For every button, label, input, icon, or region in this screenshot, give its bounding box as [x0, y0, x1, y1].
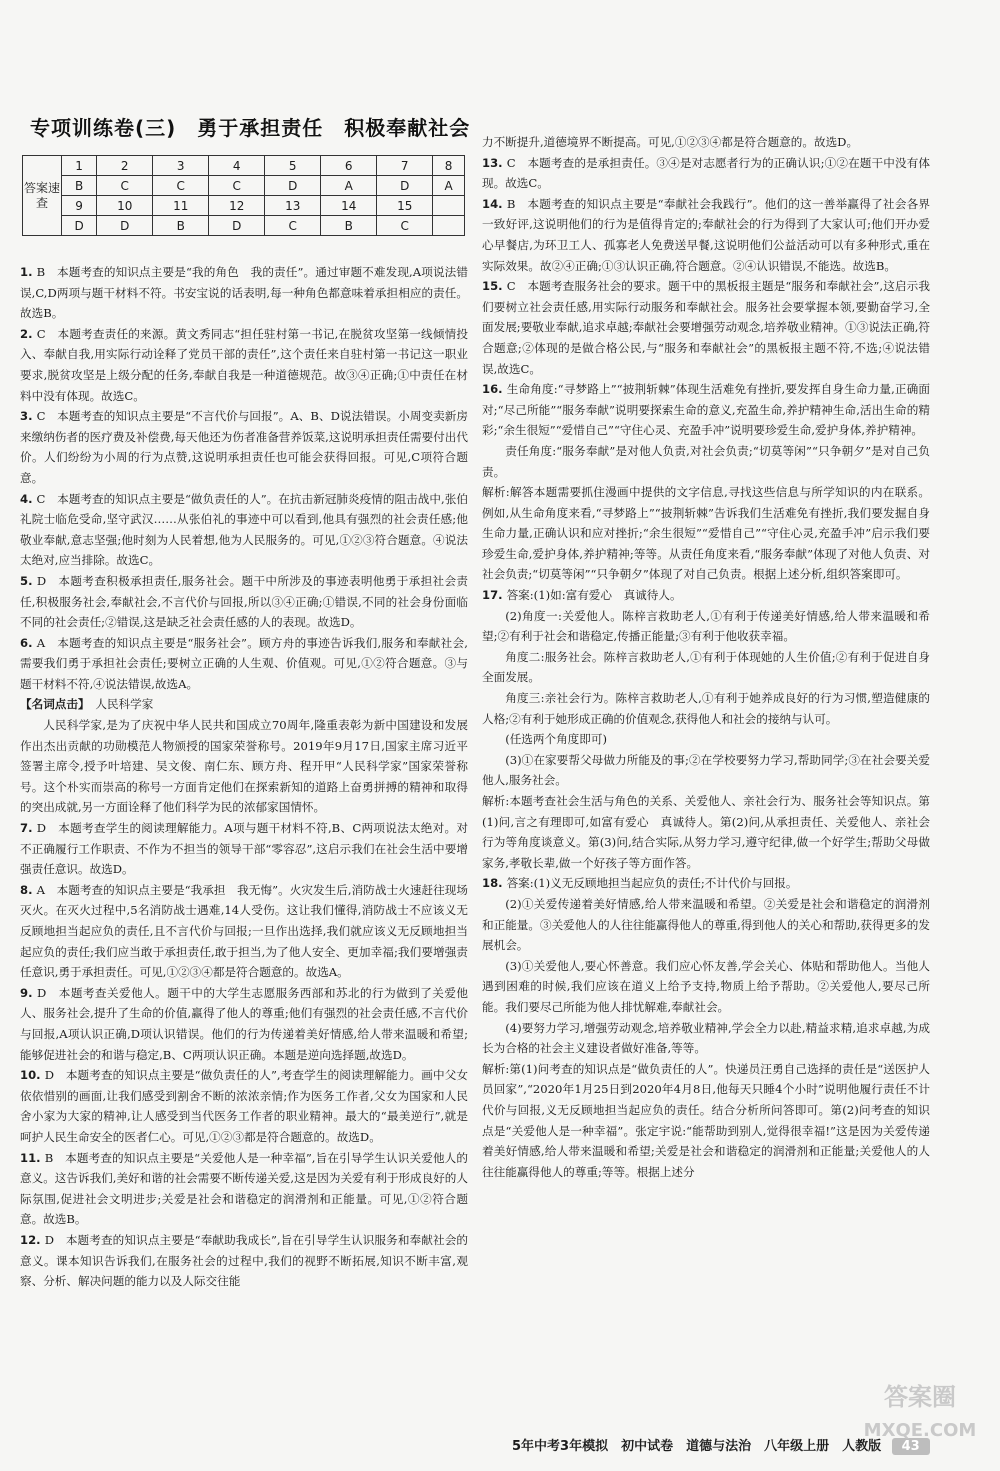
answer-text: D 本题考查积极承担责任,服务社会。题干中所涉及的事迹表明他勇于承担社会责任,积极服务社会,奉献社会,不言代价与回报,所以③④正确;①错误,不同的社会身份面临不同的社会责任;②错误,这是缺乏社会责任感的人的表现。故选D。 [20, 573, 468, 630]
answer-item [20, 1065, 468, 1147]
answer-text: A 本题考查的知识点主要是“我承担 我无悔”。火灾发生后,消防战士火速赶往现场灭火。在灭火过程中,5名消防战士遇难,14人受伤。这让我们懂得,消防战士不应该义无反顾地担当起应负的责任,且不言代价与回报;一旦作出选择,我们就应该义无反顾地担当起应负的责任;我们应当敢于承担责任,敢于担当,为了他人安全、更加幸福;我们要增强责任意识,勇于承担责任。可见,①②③④都是符合题意的。故选A。 [20, 882, 468, 980]
paragraph: 人民科学家,是为了庆祝中华人民共和国成立70周年,隆重表彰为新中国建设和发展作出杰出贡献的功勋模范人物颁授的国家荣誉称号。2019年9月17日,国家主席习近平签署主席令,授予叶培建、吴文俊、南仁东、顾方舟、程开甲“人民科学家”国家荣誉称号。这个朴实而崇高的称号一方面肯定他们在探索新知的道路上奋勇拼搏的精神和取得的突出成就,另一方面诠释了他们科学为民的浓郁家国情怀。 [20, 718, 468, 815]
left-column [20, 262, 468, 1292]
question-number-cell: 9 [62, 196, 97, 216]
watermark-line2: MXQE.COM [863, 1420, 977, 1441]
paragraph: (3)①在家要帮父母做力所能及的事;②在学校要努力学习,帮助同学;③在社会要关爱他人,服务社会。 [482, 752, 930, 788]
question-number: 14. [482, 196, 507, 211]
answer-cell: D [265, 176, 321, 196]
answer-text: D 本题考查学生的阅读理解能力。A项与题干材料不符,B、C两项说法太绝对。对不正确履行工作职责、不作为不担当的领导干部“零容忍”,这启示我们在社会生活中要增强责任意识。故选D。 [20, 821, 469, 877]
question-number-cell [433, 196, 465, 216]
answer-text: B 本题考查的知识点主要是“关爱他人是一种幸福”,旨在引导学生认识关爱他人的意义。这告诉我们,美好和谐的社会需要不断传递关爱,这是因为关爱有利于形成良好的人际氛围,促进社会文明进步;关爱是社会和谐稳定的润滑剂和正能量。可见,①②符合题意。故选B。 [20, 1150, 469, 1227]
paragraph [482, 1059, 930, 1183]
paragraph: (4)要努力学习,增强劳动观念,培养敬业精神,学会全力以赴,精益求精,追求卓越,为成长为合格的社会主义建设者做好准备,等等。 [482, 1020, 930, 1056]
term-box-title: 人民科学家 [83, 697, 154, 712]
table-row [23, 156, 465, 176]
answer-text: 生命角度:“寻梦路上”“披荆斩棘”体现生活难免有挫折,要发挥自身生命力量,正确面对;“尽己所能”“服务奉献”说明要探索生命的意义,充盈生命,养护精神生命,活出生命的精彩;“余生很短”“爱惜自己”“守住心灵、充盈手冲”说明要珍爱生命,爱护身体,养护精神。 [482, 382, 930, 438]
series-title: 5年中考3年模拟 初中试卷 道德与法治 八年级上册 人教版 [512, 1439, 882, 1454]
answer-text: D 本题考查的知识点主要是“奉献助我成长”,旨在引导学生认识服务和奉献社会的意义。课本知识告诉我们,在服务社会的过程中,我们的视野不断拓展,知识不断丰富,观察、分析、解决问题的能力以及人际交往能 [20, 1232, 469, 1289]
answer-cell: C [265, 216, 321, 236]
answer-text: 力不断提升,道德境界不断提高。可见,①②③④都是符合题意的。故选D。 [482, 135, 859, 149]
answer-cell: B [62, 176, 97, 196]
answer-text: 解析:第(1)问考查的知识点是“做负责任的人”。快递员汪勇自己选择的责任是“送医护人员回家”,“2020年1月25日到2020年4月8日,他每天只睡4个小时”说明他履行责任不计代价与回报,义无反顾地担当起应负的责任。结合分析所问答即可。第(2)问考查的知识点是“关爱他人是一种幸福”。张定宇说:“能帮助到别人,觉得很幸福!”这是因为关爱传递着美好情感,给人带来温暖和希望;关爱是社会和谐稳定的润滑剂和正能量;关爱他人的人往往能赢得他人的尊重;等等。根据上述分 [482, 1061, 930, 1179]
answer-text: 解析:解答本题需要抓住漫画中提供的文字信息,寻找这些信息与所学知识的内在联系。例如,从生命角度来看,“寻梦路上”“披荆斩棘”告诉我们生活难免有挫折,我们要发掘自身生命力量,正确认识和应对挫折;“余生很短”“爱惜自己”“守住心灵,充盈手冲”启示我们要珍爱生命,爱护身体,养护精神;等等。从责任角度来看,“服务奉献”体现了对他人负责、对社会负责;“切莫等闲”“只争朝夕”体现了对自己负责。根据上述分析,组织答案即可。 [482, 485, 930, 582]
answer-text: B 本题考查的知识点主要是“我的角色 我的责任”。通过审题不难发现,A项说法错误,C,D两项与题干材料不符。书安宝说的话表明,每一种角色都意味着承担相应的责任。故选B。 [20, 265, 468, 321]
term-box-tag: 【名词点击】 [20, 697, 84, 712]
answer-cell: C [377, 216, 433, 236]
answer-item [482, 194, 930, 276]
question-number-cell: 15 [377, 196, 433, 216]
question-number: 2. [20, 326, 37, 341]
answer-text: 答案:(1)如:富有爱心 真诚待人。 [506, 588, 682, 603]
answer-item [482, 153, 930, 194]
answer-cell: C [153, 176, 209, 196]
paragraph: (2)①关爱传递着美好情感,给人带来温暖和希望。②关爱是社会和谐稳定的润滑剂和正能量。③关爱他人的人往往能赢得他人的尊重,得到他人的关心和帮助,获得更多的发展机会。 [482, 896, 930, 953]
question-number-cell: 6 [321, 156, 377, 176]
paragraph: 角度二:服务社会。陈梓言救助老人,①有利于体现她的人生价值;②有利于促进自身全面发展。 [482, 649, 930, 685]
answer-text: C 本题考查的是承担责任。③④是对志愿者行为的正确认识;①②在题干中没有体现。故选C。 [482, 155, 931, 191]
answer-item [482, 585, 930, 606]
answer-cell: A [321, 176, 377, 196]
answer-text: C 本题考查服务社会的要求。题干中的黑板报主题是“服务和奉献社会”,这启示我们要树立社会责任感,用实际行动服务和奉献社会。服务社会要掌握本领,要勤奋学习,全面发展;要敬业奉献,追求卓越;奉献社会要增强劳动观念,培养敬业精神。①③说法正确,符合题意;②体现的是做合格公民,与“服务和奉献社会”的黑板报主题不符,不选;④说法错误,故选C。 [482, 279, 931, 376]
question-number: 16. [482, 382, 507, 397]
answer-item [20, 983, 468, 1065]
question-number-cell: 4 [209, 156, 265, 176]
answer-item [482, 276, 930, 379]
answer-quick-check-table [22, 155, 465, 236]
answer-text: D 本题考查的知识点主要是“做负责任的人”,考查学生的阅读理解能力。画中父女依依惜别的画面,让我们感受到割舍不断的浓浓亲情;作为医务工作者,父女为国家和人民舍小家为大家的精神,让人感受到当代医务工作者的职业精神。最大的“最美逆行”,就是呵护人民生命安全的医者仁心。可见,①②③都是符合题意的。故选D。 [20, 1068, 469, 1144]
question-number: 11. [20, 1150, 45, 1165]
question-number: 10. [20, 1068, 45, 1083]
answer-cell: A [433, 176, 465, 196]
answer-item [20, 1230, 468, 1292]
answer-item [20, 489, 468, 571]
question-number-cell: 10 [97, 196, 153, 216]
question-number: 15. [482, 279, 507, 294]
right-column [482, 132, 930, 1182]
paragraph: (3)①关爱他人,要心怀善意。我们应心怀友善,学会关心、体贴和帮助他人。当他人遇到困难的时候,我们应该在道义上给予支持,物质上给予帮助。②关爱他人,要尽己所能。我们要尽己所能为他人排忧解难,奉献社会。 [482, 958, 930, 1014]
answer-item [20, 571, 468, 633]
paragraph [482, 482, 930, 585]
question-number-cell: 1 [62, 156, 97, 176]
paragraph [482, 132, 930, 153]
question-number: 6. [20, 635, 37, 650]
answer-cell: D [97, 216, 153, 236]
question-number-cell: 7 [377, 156, 433, 176]
answer-cell: D [377, 176, 433, 196]
table-row [23, 176, 465, 196]
watermark-logo [850, 1380, 990, 1460]
answer-item [20, 633, 468, 695]
question-number: 18. [482, 876, 507, 891]
question-number: 1. [20, 265, 37, 279]
answer-cell [433, 216, 465, 236]
question-number: 17. [482, 588, 507, 603]
answer-item [482, 873, 930, 894]
question-number: 9. [20, 985, 37, 1000]
answer-item [20, 262, 468, 324]
question-number: 4. [20, 491, 37, 506]
answer-cell: B [321, 216, 377, 236]
answer-table-label: 答案速查 [23, 156, 62, 236]
table-row [23, 196, 465, 216]
answer-text: C 本题考查的知识点主要是“做负责任的人”。在抗击新冠肺炎疫情的阻击战中,张伯礼院士临危受命,坚守武汉……从张伯礼的事迹中可以看到,他具有强烈的社会责任感;他敬业奉献,意志坚强;他时刻为人民着想,他为人民服务的。可见,①②③符合题意。④说法太绝对,应当排除。故选C。 [20, 491, 468, 568]
question-number: 5. [20, 573, 37, 588]
answer-text: B 本题考查的知识点主要是“奉献社会我践行”。他们的这一善举赢得了社会各界一致好评,这说明他们的行为是值得肯定的;奉献社会的行为得到了大家认可;他们开办爱心早餐店,为环卫工人、孤寡老人免费送早餐,这说明他们公益活动可以有多种形式,重在实际效果。故②④正确;①③认识正确,符合题意。②④认识错误,不能选。故选B。 [482, 196, 930, 273]
question-number-cell: 2 [97, 156, 153, 176]
answer-item [20, 818, 468, 880]
answer-item [20, 1148, 468, 1230]
paragraph: (任选两个角度即可) [505, 732, 607, 747]
answer-text: C 本题考查责任的来源。黄文秀同志“担任驻村第一书记,在脱贫攻坚第一线倾情投入、奉献自我,用实际行动诠释了党员干部的责任”,这个责任来自驻村第一书记这一职业要求,脱贫攻坚是上级分配的任务,奉献自我是一种道德规范。故③④正确;①中责任在材料中没有体现。故选C。 [20, 326, 468, 403]
question-number-cell: 8 [433, 156, 465, 176]
answer-text: C 本题考查的知识点主要是“不言代价与回报”。A、B、D说法错误。小周变卖新房来缴纳伤者的医疗费及补偿费,每天他还为伤者准备营养饭菜,这说明承担责任需要付出代价。人们纷纷为小周的行为点赞,这说明承担责任也可能会获得回报。可见,C项符合题意。 [20, 409, 468, 485]
answer-cell: C [97, 176, 153, 196]
paragraph: (2)角度一:关爱他人。陈梓言救助老人,①有利于传递美好情感,给人带来温暖和希望;②有利于社会和谐稳定,传播正能量;③有利于他收获幸福。 [482, 608, 930, 644]
term-box-heading [20, 694, 468, 715]
answer-text: 答案:(1)义无反顾地担当起应负的责任;不计代价与回报。 [506, 876, 798, 891]
question-number: 8. [20, 882, 37, 897]
question-number: 3. [20, 409, 37, 424]
answer-item [482, 379, 930, 441]
paragraph: 角度三:亲社会行为。陈梓言救助老人,①有利于她养成良好的行为习惯,塑造健康的人格;②有利于她形成正确的价值观念,获得他人和社会的接纳与认可。 [482, 691, 930, 726]
answer-item [20, 880, 468, 983]
question-number: 7. [20, 821, 37, 836]
question-number-cell: 3 [153, 156, 209, 176]
answer-cell: D [62, 216, 97, 236]
answer-text: D 本题考查关爱他人。题干中的大学生志愿服务西部和苏北的行为做到了关爱他人、服务社会,提升了生命的价值,赢得了他人的尊重;他们有强烈的社会责任感,不言代价与回报,A项认识正确,D项认识错误。他们的行为传递着美好情感,给人带来温暖和希望;能够促进社会的和谐与稳定,B、C两项认识正确。本题是逆向选择题,故选D。 [20, 985, 468, 1062]
question-number-cell: 13 [265, 196, 321, 216]
table-row [23, 216, 465, 236]
answer-text: 解析:本题考查社会生活与角色的关系、关爱他人、亲社会行为、服务社会等知识点。第(1)问,言之有理即可,如富有爱心 真诚待人。第(2)问,从承担责任、关爱他人、亲社会行为等角度谈意义。第(3)问,结合实际,从努力学习,遵守纪律,做一个好学生;帮助父母做家务,孝敬长辈,做一个好孩子等方面作答。 [482, 794, 930, 870]
paragraph: 责任角度:“服务奉献”是对他人负责,对社会负责;“切莫等闲”“只争朝夕”是对自己负责。 [482, 443, 930, 479]
question-number: 13. [482, 155, 507, 170]
answer-item [20, 324, 468, 406]
answer-cell: B [153, 216, 209, 236]
paragraph [482, 791, 930, 873]
question-number: 12. [20, 1232, 45, 1247]
question-number-cell: 12 [209, 196, 265, 216]
answer-cell: D [209, 216, 265, 236]
answer-text: A 本题考查的知识点主要是“服务社会”。顾方舟的事迹告诉我们,服务和奉献社会,需要我们勇于承担社会责任;要树立正确的人生观、价值观。可见,①②符合题意。③与题干材料不符,④说法错误,故选A。 [20, 635, 468, 691]
answer-cell: C [209, 176, 265, 196]
page-title: 专项训练卷(三) 勇于承担责任 积极奉献社会 [30, 116, 471, 140]
watermark-line1: 答案圈 [884, 1383, 956, 1411]
page-number: 43 [892, 1438, 930, 1455]
answer-item [20, 406, 468, 488]
question-number-cell: 14 [321, 196, 377, 216]
question-number-cell: 5 [265, 156, 321, 176]
question-number-cell: 11 [153, 196, 209, 216]
